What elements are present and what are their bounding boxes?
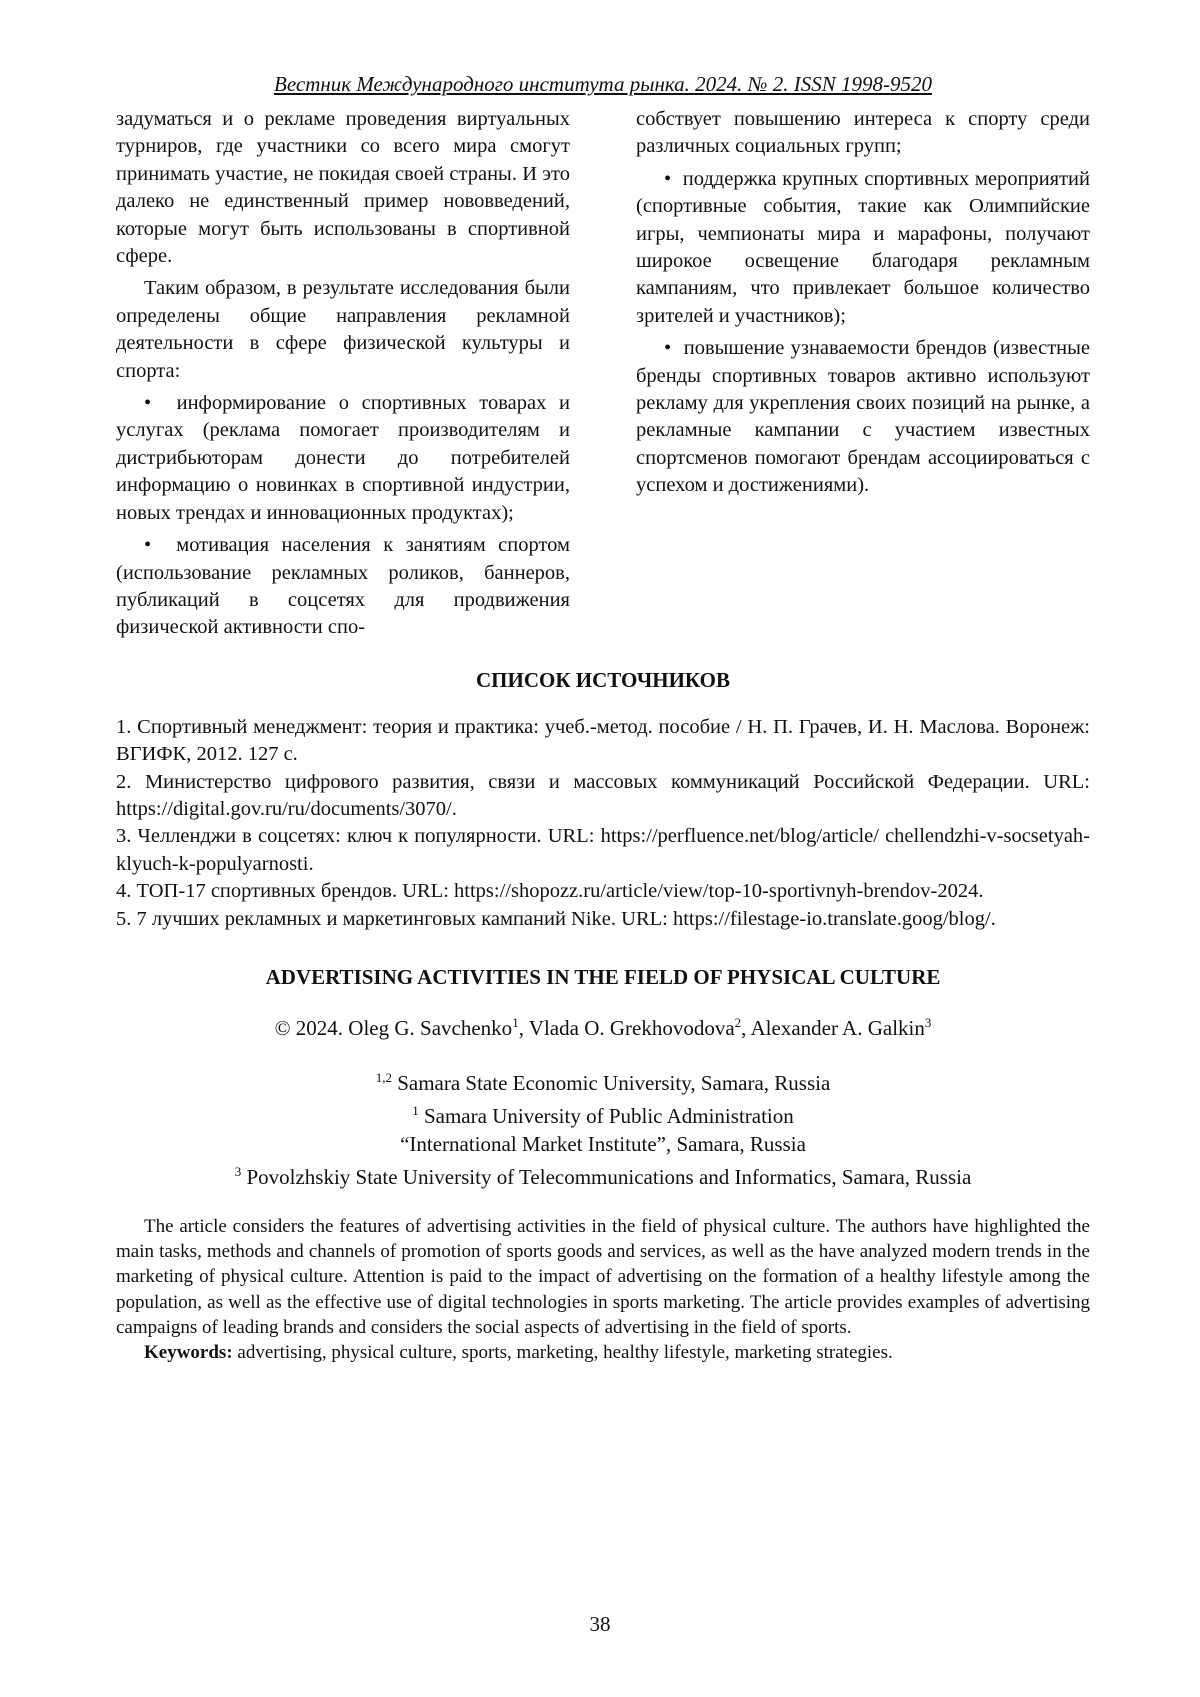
right-column — [636, 106, 1090, 642]
page-number: 38 — [589, 1612, 611, 1636]
references-title: СПИСОК ИСТОЧНИКОВ — [476, 667, 730, 692]
bullet-icon: • — [144, 534, 152, 557]
keywords-text: advertising, physical culture, sports, marketing, healthy lifestyle, marketing strategies. — [232, 1341, 893, 1363]
reference-item: 4. ТОП-17 спортивных брендов. URL: https://shopozz.ru/article/view/top-10-sportivnyh-brendov-2024. — [116, 880, 984, 903]
affiliation-marker: 1 — [412, 1103, 419, 1119]
bullet-icon: • — [664, 167, 672, 190]
right-bullet-item — [636, 166, 1090, 330]
author-name: , Vlada O. Grekhovodova — [518, 1015, 735, 1040]
affiliations — [116, 1064, 1090, 1192]
bullet-text: мотивация населения к занятиям спортом (использование рекламных роликов, баннеров, публикаций в соцсетях для продвижения физической активности спо- — [116, 534, 571, 639]
affiliation-marker: 2 — [734, 1014, 742, 1030]
author-line — [116, 1009, 1090, 1042]
bullet-text: повышение узнаваемости брендов (известные бренды спортивных товаров активно используют рекламу для укрепления своих позиций на рынке, а рекламные кампании с участием известных спортсменов помогают брендам ассоциироваться с успехом и достижениями). — [636, 337, 1090, 497]
keywords-label: Keywords: — [144, 1341, 233, 1363]
affiliation-line: “International Market Institute”, Samara, Russia — [400, 1131, 806, 1156]
two-column-body — [116, 106, 1090, 642]
right-bullet-item — [636, 335, 1090, 499]
abstract-text: The article considers the features of advertising activities in the field of physical culture. The authors have highlighted the main tasks, methods and channels of promotion of sports goods and services, as well as the have analyzed modern trends in the marketing of physical culture. Attention is paid to the impact of advertising on the formation of a healthy lifestyle among the population, as well as the effective use of digital technologies in sports marketing. The article provides examples of advertising campaigns of leading brands and considers the social aspects of advertising in the field of sports. — [116, 1215, 1090, 1338]
left-paragraph-summary: Таким образом, в результате исследования были определены общие направления рекламной деятельности в сфере физической культуры и спорта: — [116, 277, 570, 382]
affiliation-marker: 1,2 — [375, 1069, 392, 1085]
bullet-text: информирование о спортивных товарах и услугах (реклама помогает производителям и дистрибьюторам донести до потребителей информацию о новинках в спортивной индустрии, новых трендах и инновационных продуктах); — [116, 392, 571, 524]
left-column — [116, 106, 570, 642]
affiliation-line — [116, 1158, 1090, 1192]
references-list — [116, 714, 1090, 933]
bullet-icon: • — [144, 392, 152, 415]
affiliation-marker: 1 — [512, 1014, 519, 1030]
right-paragraph-continuation: собствует повышению интереса к спорту среди различных социальных групп; — [636, 108, 1090, 158]
author-name: , Alexander A. Galkin — [741, 1015, 925, 1040]
english-title: ADVERTISING ACTIVITIES IN THE FIELD OF PHYSICAL CULTURE — [265, 964, 941, 989]
left-bullet-item — [116, 390, 570, 527]
bullet-text: поддержка крупных спортивных мероприятий (спортивные события, такие как Олимпийские игры, чемпионаты мира и марафоны, получают широкое освещение благодаря рекламным кампаниям, что привлекает большое количество зрителей и участников); — [636, 167, 1090, 327]
affiliation-text: Samara University of Public Administration — [418, 1104, 794, 1129]
author-name: © 2024. Oleg G. Savchenko — [274, 1015, 513, 1040]
affiliation-marker: 3 — [924, 1014, 932, 1030]
reference-item: 5. 7 лучших рекламных и маркетинговых кампаний Nike. URL: https://filestage-io.translate.goog/blog/. — [116, 907, 996, 930]
reference-item: 1. Спортивный менеджмент: теория и практика: учеб.-метод. пособие / Н. П. Грачев, И. Н. Маслова. Воронеж: ВГИФК, 2012. 127 с. — [116, 715, 1090, 766]
reference-item: 3. Челленджи в соцсетях: ключ к популярности. URL: https://perfluence.net/blog/article/ chellendzhi-v-socsetyah-klyuch-k-populyarnosti. — [116, 825, 1090, 875]
affiliation-line — [116, 1064, 1090, 1098]
affiliation-text: Samara State Economic University, Samara, Russia — [391, 1070, 831, 1095]
affiliation-text: Povolzhskiy State University of Telecommunications and Informatics, Samara, Russia — [241, 1165, 972, 1190]
journal-page — [116, 70, 1090, 1365]
running-header: Вестник Международного института рынка. 2024. № 2. ISSN 1998-9520 — [274, 72, 932, 96]
left-paragraph-continuation: задуматься и о рекламе проведения виртуальных турниров, где участники со всего мира смогут принимать участие, не покидая своей страны. И это далеко не единственный пример нововведений, которые могут быть использованы в спортивной сфере. — [116, 108, 570, 268]
abstract — [116, 1214, 1090, 1365]
bullet-icon: • — [664, 337, 672, 360]
affiliation-line — [116, 1097, 1090, 1131]
affiliation-marker: 3 — [234, 1164, 242, 1180]
left-bullet-item — [116, 532, 570, 642]
reference-item: 2. Министерство цифрового развития, связи и массовых коммуникаций Российской Федерации. URL: https://digital.gov.ru/ru/documents/3070/. — [116, 770, 1090, 820]
keywords-line — [116, 1340, 1090, 1365]
